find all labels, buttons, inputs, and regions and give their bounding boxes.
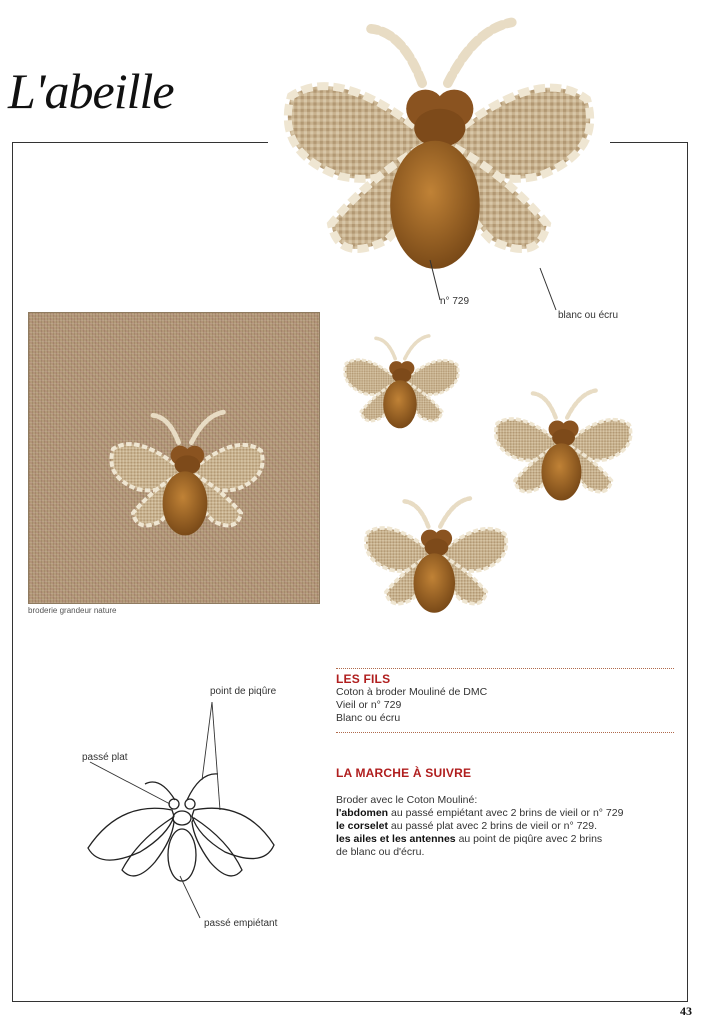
marche-intro: Broder avec le Coton Mouliné: — [336, 794, 478, 806]
fils-line-1: Coton à broder Mouliné de DMC — [336, 686, 488, 698]
stitch-diagram — [60, 680, 320, 940]
marche-tail: de blanc ou d'écru. — [336, 846, 425, 858]
fils-line-3: Blanc ou écru — [336, 712, 401, 724]
small-bee-1 — [340, 320, 466, 440]
label-passe-plat: passé plat — [82, 752, 128, 763]
marche-step-3: les ailes et les antennes au point de piqûre avec 2 brins — [336, 833, 603, 845]
photo-caption: broderie grandeur nature — [28, 606, 117, 615]
divider-top — [336, 668, 674, 669]
marche-section — [336, 766, 676, 859]
small-bee-3 — [352, 488, 524, 618]
label-point-de-piqure: point de piqûre — [210, 686, 277, 697]
divider-bottom — [336, 732, 674, 733]
marche-step-1: l'abdomen au passé empiétant avec 2 brins de vieil or n° 729 — [336, 807, 624, 819]
marche-heading: LA MARCHE À SUIVRE — [336, 766, 472, 780]
photo-bee — [91, 401, 287, 541]
fils-heading: LES FILS — [336, 672, 391, 686]
page-number: 43 — [680, 1004, 692, 1018]
page-title: L'abeille — [8, 63, 174, 119]
fils-section — [336, 672, 487, 725]
fils-line-2: Vieil or n° 729 — [336, 699, 402, 711]
callout-thread-white: blanc ou écru — [558, 310, 619, 321]
label-passe-empietant: passé empiétant — [204, 918, 278, 929]
callout-thread-729: n° 729 — [440, 296, 470, 307]
embroidery-photo — [28, 312, 320, 604]
marche-step-2: le corselet au passé plat avec 2 brins de vieil or n° 729. — [336, 820, 598, 832]
